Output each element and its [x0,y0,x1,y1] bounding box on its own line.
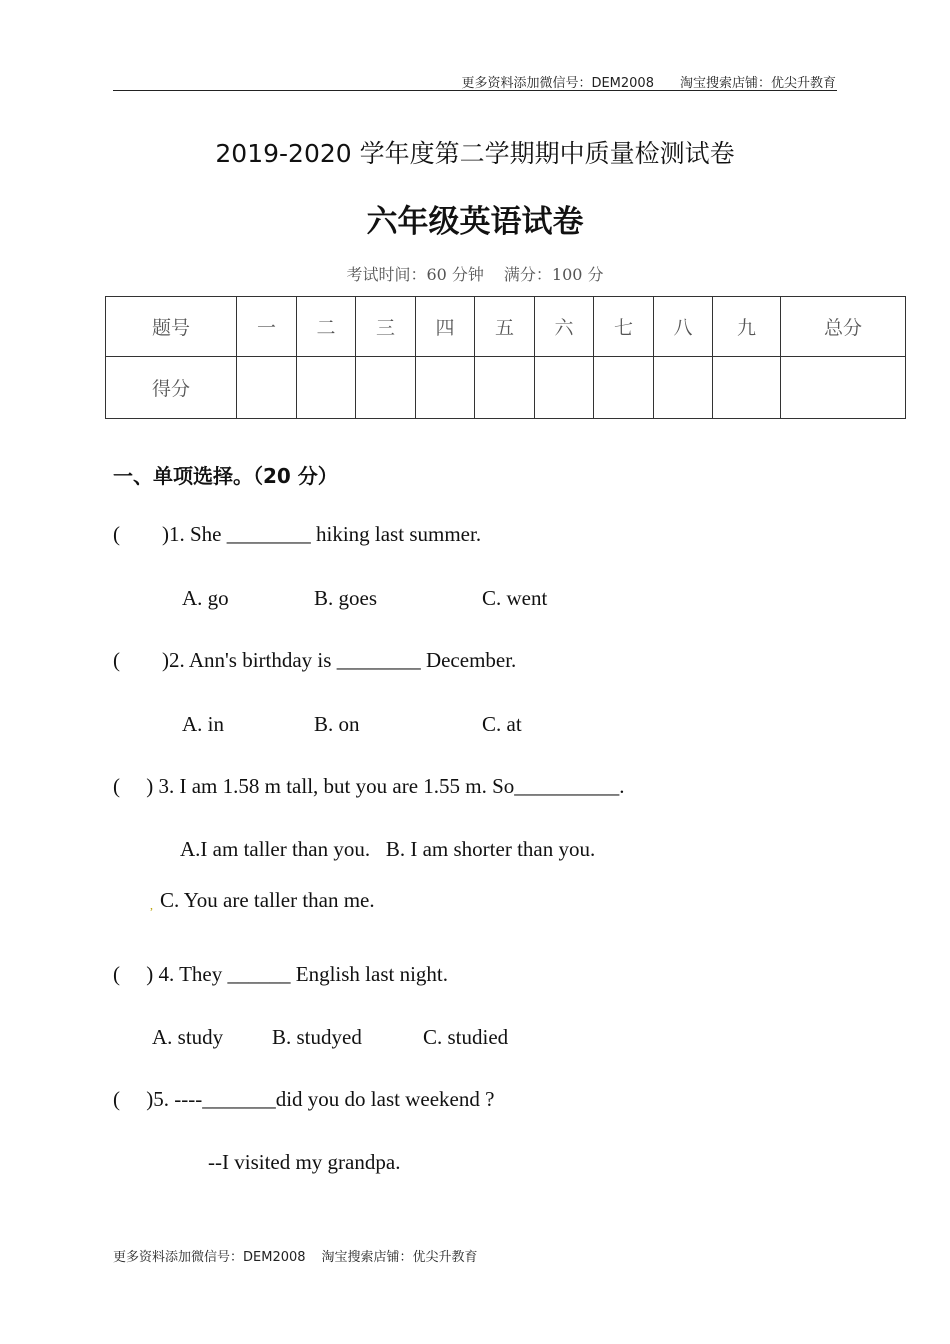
question-2-option-c: C. at [482,712,522,736]
question-1-option-b: B. goes [314,586,377,610]
question-2-option-b: B. on [314,712,360,736]
header-cell-total: 总分 [781,297,906,357]
score-row-label: 得分 [106,357,237,419]
score-cell-total [781,357,906,419]
header-cell-7: 七 [594,297,654,357]
question-5-answer: --I visited my grandpa. [208,1150,401,1174]
header-cell-2: 二 [297,297,356,357]
score-cell [713,357,781,419]
score-cell [594,357,654,419]
header-cell-4: 四 [416,297,475,357]
exam-full-score: 满分：100 分 [503,265,604,284]
header-cell-1: 一 [237,297,297,357]
question-4-option-b: B. studyed [272,1025,362,1049]
score-cell [475,357,535,419]
question-1-stem: ( )1. She ________ hiking last summer. [113,522,482,546]
question-1-option-a: A. go [182,586,229,610]
question-3-stem: ( ) 3. I am 1.58 m tall, but you are 1.55 m. So__________. [113,774,625,798]
header-shop: 淘宝搜索店铺：优尖升教育 [679,76,836,91]
score-cell [416,357,475,419]
footer-shop: 淘宝搜索店铺：优尖升教育 [321,1250,478,1265]
question-4-stem: ( ) 4. They ______ English last night. [113,962,449,986]
score-table-score-row [106,357,906,419]
header-cell-8: 八 [654,297,713,357]
header-wechat: 更多资料添加微信号：DEM2008 [461,76,654,91]
score-table [105,296,906,419]
question-5-stem: ( )5. ----_______did you do last weekend ? [113,1087,495,1111]
score-cell [356,357,416,419]
score-cell [237,357,297,419]
question-4-option-a: A. study [152,1025,224,1049]
score-table-header-row [106,297,906,357]
header-cell-9: 九 [713,297,781,357]
header-cell-5: 五 [475,297,535,357]
stray-mark: , [150,898,153,912]
question-1-option-c: C. went [482,586,548,610]
header-note [461,72,836,91]
header-rule [113,90,837,91]
exam-time: 考试时间：60 分钟 [346,265,484,284]
question-3-options-ab: A.I am taller than you. B. I am shorter than you. [180,837,596,861]
footer-note [113,1246,478,1265]
page-title: 2019-2020 学年度第二学期期中质量检测试卷 [215,139,735,168]
score-cell [297,357,356,419]
exam-info [0,262,950,285]
question-3-option-c: C. You are taller than me. [160,888,375,912]
footer-wechat: 更多资料添加微信号：DEM2008 [113,1250,306,1265]
header-cell-3: 三 [356,297,416,357]
section-title: 一、单项选择。（20 分） [113,464,338,488]
score-cell [654,357,713,419]
header-cell-6: 六 [535,297,594,357]
score-cell [535,357,594,419]
question-2-option-a: A. in [182,712,224,736]
question-4-option-c: C. studied [423,1025,509,1049]
header-cell-question-no: 题号 [106,297,237,357]
question-2-stem: ( )2. Ann's birthday is ________ December. [113,648,517,672]
page-subtitle: 六年级英语试卷 [366,204,584,240]
